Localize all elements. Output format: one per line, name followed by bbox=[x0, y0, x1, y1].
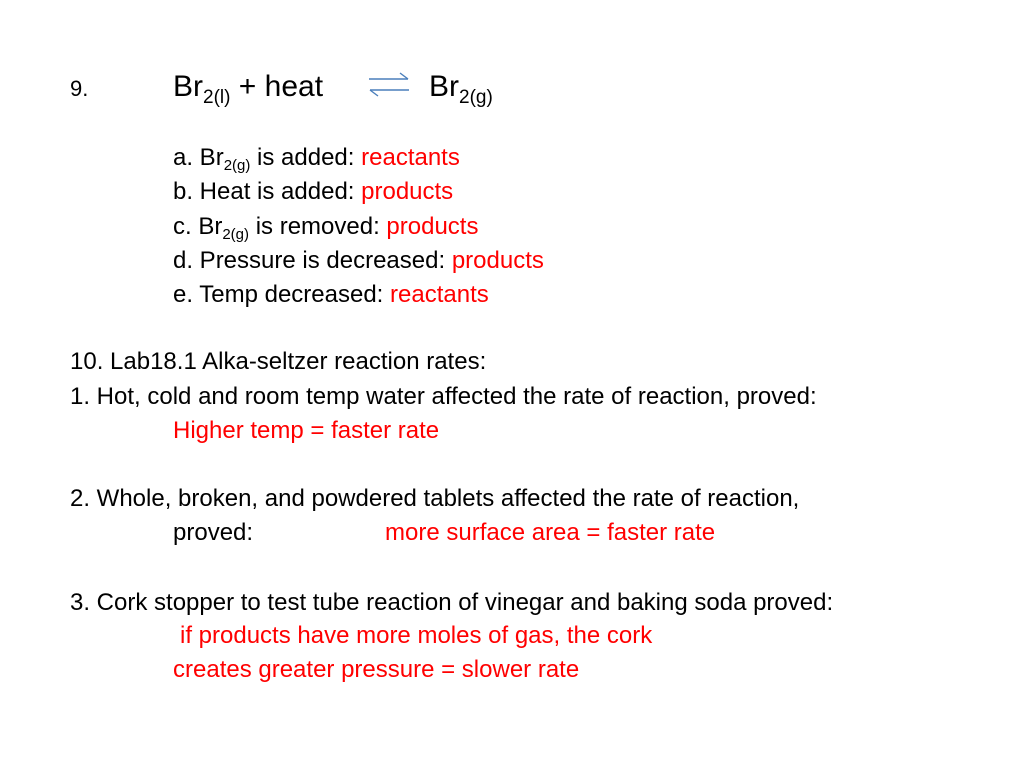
part-c-suffix: is removed: bbox=[249, 213, 387, 240]
lab-item-2-text: 2. Whole, broken, and powdered tablets affected the rate of reaction, bbox=[70, 485, 800, 512]
equation-reactant bbox=[173, 69, 324, 108]
lab-item-1-answer: Higher temp = faster rate bbox=[173, 417, 440, 444]
equation-product bbox=[429, 69, 493, 108]
lab-item-2-text-continued: proved: bbox=[173, 519, 254, 546]
part-b-answer: products bbox=[361, 178, 454, 205]
lab-item-3-answer-line-1: if products have more moles of gas, the cork bbox=[180, 622, 653, 649]
lab-item-1-text: 1. Hot, cold and room temp water affected the rate of reaction, proved: bbox=[70, 383, 817, 410]
part-a-answer: reactants bbox=[361, 144, 460, 171]
part-e-prefix: e. Temp decreased: bbox=[173, 281, 391, 308]
part-c-subscript: 2(g) bbox=[222, 226, 250, 243]
lab-item-2-answer: more surface area = faster rate bbox=[385, 519, 716, 546]
part-b bbox=[173, 177, 453, 207]
part-a-suffix: is added: bbox=[250, 144, 362, 171]
question-10-title: 10. Lab18.1 Alka-seltzer reaction rates: bbox=[70, 348, 487, 375]
part-a-subscript: 2(g) bbox=[223, 157, 251, 174]
part-e-answer: reactants bbox=[390, 281, 489, 308]
part-d bbox=[173, 246, 544, 276]
product-subscript: 2(g) bbox=[459, 87, 493, 108]
part-a bbox=[173, 143, 460, 173]
part-b-prefix: b. Heat is added: bbox=[173, 178, 362, 205]
part-d-answer: products bbox=[451, 247, 544, 274]
product-symbol: Br bbox=[429, 70, 459, 103]
part-a-prefix: a. Br bbox=[173, 144, 224, 171]
lab-item-3-answer-line-2: creates greater pressure = slower rate bbox=[173, 656, 580, 683]
equilibrium-arrows-icon bbox=[366, 70, 412, 98]
part-d-prefix: d. Pressure is decreased: bbox=[173, 247, 452, 274]
part-c-answer: products bbox=[386, 213, 479, 240]
plus-heat: + heat bbox=[238, 70, 324, 103]
part-c-prefix: c. Br bbox=[173, 213, 223, 240]
lab-item-3-text: 3. Cork stopper to test tube reaction of vinegar and baking soda proved: bbox=[70, 589, 834, 616]
reactant-subscript: 2(l) bbox=[203, 87, 231, 108]
part-c bbox=[173, 212, 478, 242]
part-e bbox=[173, 280, 489, 310]
reactant-symbol: Br bbox=[173, 70, 203, 103]
question-9-number: 9. bbox=[70, 76, 89, 101]
